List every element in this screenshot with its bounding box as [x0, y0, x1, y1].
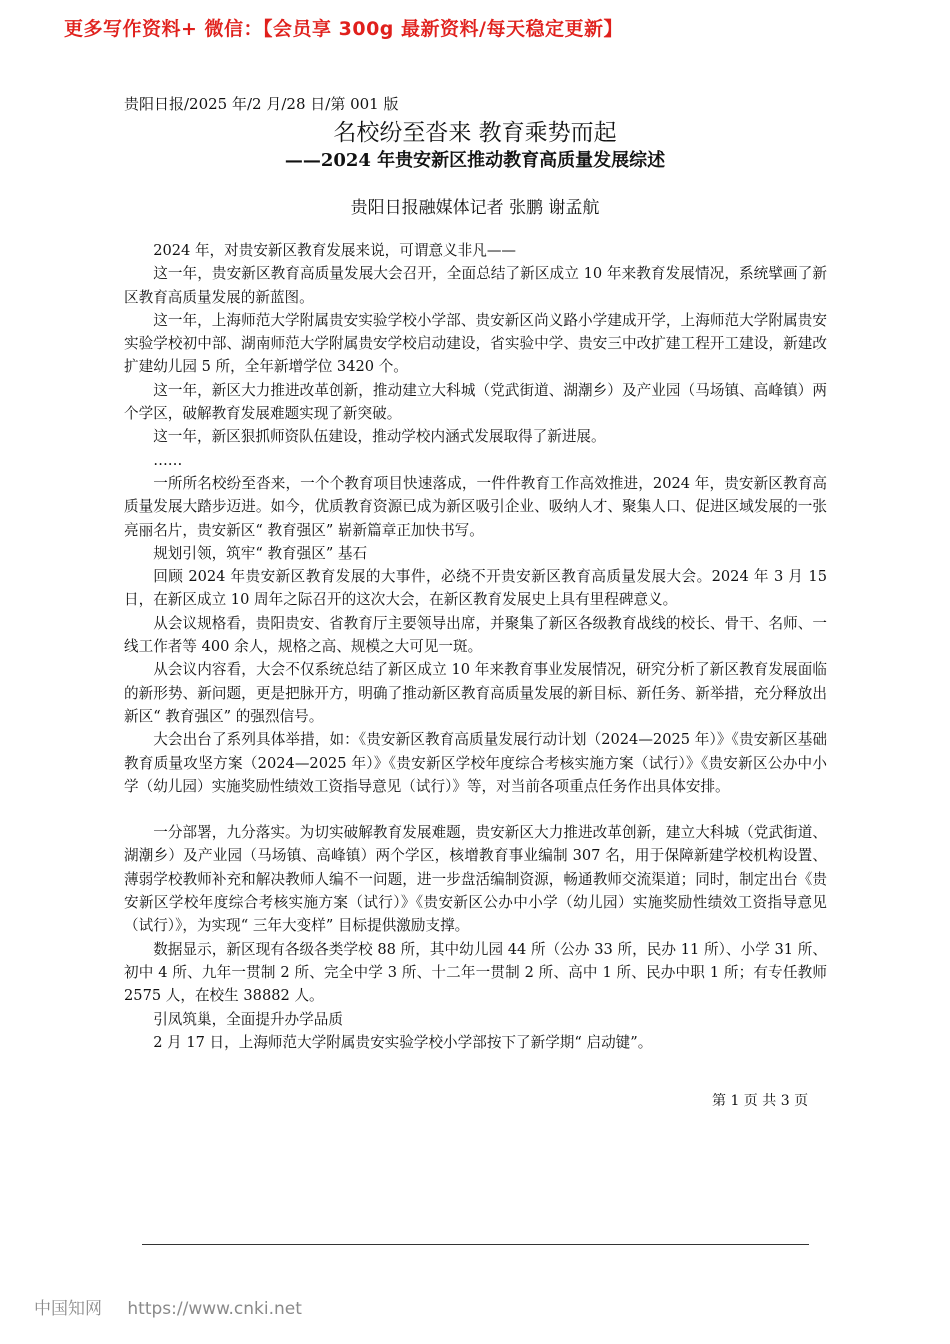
footer-watermark [34, 1294, 322, 1319]
divider [142, 1244, 809, 1245]
section-heading: 引凤筑巢，全面提升办学品质 [153, 1010, 343, 1028]
paragraph: 从会议规格看，贵阳贵安、省教育厅主要领导出席，并聚集了新区各级教育战线的校长、骨干、名师、一线工作者等 400 余人，规格之高、规模之大可见一斑。 [124, 614, 827, 656]
paragraph: 数据显示，新区现有各级各类学校 88 所，其中幼儿园 44 所（公办 33 所，民办 11 所）、小学 31 所、初中 4 所、九年一贯制 2 所、完全中学 3 所、十二年一贯制 2 所、高中 1 所、民办中职 1 所；有专任教师 2575 人，在校生 38882 人。 [124, 940, 827, 1005]
paragraph: 一分部署，九分落实。为切实破解教育发展难题，贵安新区大力推进改革创新，建立大科城（党武街道、湖潮乡）及产业园（马场镇、高峰镇）两个学区，核增教育事业编制 307 名，用于保障新建学校机构设置、薄弱学校教师补充和解决教师人编不一问题，进一步盘活编制资源，畅通教师交流渠道；同时，制定出台《贵安新区学校年度综合考核实施方案（试行）》《贵安新区公办中小学（幼儿园）实施奖励性绩效工资指导意见（试行）》，为实现“ 三年大变样” 目标提供激励支撑。 [124, 824, 827, 935]
paragraph: 一所所名校纷至沓来，一个个教育项目快速落成，一件件教育工作高效推进，2024 年，贵安新区教育高质量发展大踏步迈进。如今，优质教育资源已成为新区吸引企业、吸纳人才、聚集人口、促进区域发展的一张亮丽名片，贵安新区“ 教育强区” 崭新篇章正加快书写。 [124, 474, 827, 539]
paragraph: 2024 年，对贵安新区教育发展来说，可谓意义非凡—— [153, 242, 517, 259]
article-body [124, 239, 827, 1054]
paragraph: 这一年，贵安新区教育高质量发展大会召开，全面总结了新区成立 10 年来教育发展情况，系统擘画了新区教育高质量发展的新蓝图。 [124, 265, 827, 306]
paragraph: 大会出台了系列具体举措，如：《贵安新区教育高质量发展行动计划（2024—2025 年）》《贵安新区基础教育质量攻坚方案（2024—2025 年）》《贵安新区学校年度综合考核实施方案（试行）》《贵安新区公办中小学（幼儿园）实施奖励性绩效工资指导意见（试行）》等，对当前各项重点任务作出具体安排。 [124, 731, 827, 795]
article-byline: 贵阳日报融媒体记者 张鹏 谢孟航 [350, 198, 600, 218]
paragraph: 2 月 17 日，上海师范大学附属贵安实验学校小学部按下了新学期“ 启动键”。 [153, 1033, 653, 1051]
article-title: 名校纷至沓来 教育乘势而起 [333, 120, 617, 146]
article-source: 贵阳日报/2025 年/2 月/28 日/第 001 版 [124, 95, 399, 113]
footer-brand: 中国知网 [34, 1299, 102, 1319]
paragraph: 回顾 2024 年贵安新区教育发展的大事件，必绕不开贵安新区教育高质量发展大会。2024 年 3 月 15 日，在新区成立 10 周年之际召开的这次大会，在新区教育发展史上具有里程碑意义。 [124, 568, 827, 609]
blank-line [124, 798, 827, 821]
paragraph: 这一年，新区大力推进改革创新，推动建立大科城（党武街道、湖潮乡）及产业园（马场镇、高峰镇）两个学区，破解教育发展难题实现了新突破。 [124, 381, 827, 423]
paragraph-ellipsis: …… [153, 451, 183, 469]
paragraph: 这一年，上海师范大学附属贵安实验学校小学部、贵安新区尚义路小学建成开学，上海师范大学附属贵安实验学校初中部、湖南师范大学附属贵安学校启动建设，省实验中学、贵安三中改扩建工程开工建设，新建改扩建幼儿园 5 所，全年新增学位 3420 个。 [124, 311, 827, 376]
promo-banner: 更多写作资料+ 微信：【会员享 300g 最新资料/每天稳定更新】 [64, 18, 623, 40]
page-number: 第 1 页 共 3 页 [712, 1093, 809, 1109]
section-heading: 规划引领，筑牢“ 教育强区” 基石 [153, 544, 368, 562]
article-subtitle: ——2024 年贵安新区推动教育高质量发展综述 [284, 150, 666, 171]
paragraph: 这一年，新区狠抓师资队伍建设，推动学校内涵式发展取得了新进展。 [153, 428, 606, 446]
footer-url[interactable]: https://www.cnki.net [127, 1299, 302, 1319]
paragraph: 从会议内容看，大会不仅系统总结了新区成立 10 年来教育事业发展情况，研究分析了新区教育发展面临的新形势、新问题，更是把脉开方，明确了推动新区教育高质量发展的新目标、新任务、新举措，充分释放出新区“ 教育强区” 的强烈信号。 [124, 661, 827, 725]
